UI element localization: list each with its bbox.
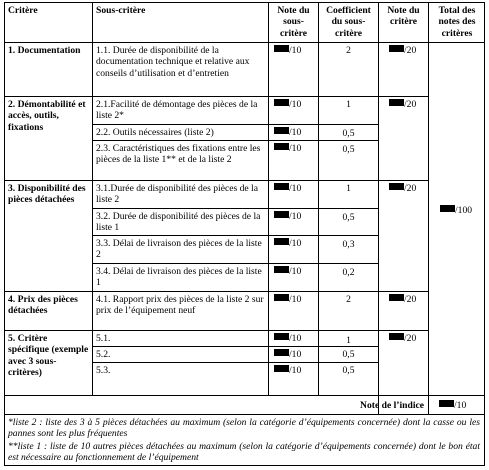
sub-criterion-note: /10 [274, 333, 301, 344]
header-note-critere: Note du critère [387, 5, 420, 28]
header-note-sous-critere: Note du sous-critère [277, 5, 310, 39]
redacted-bar [439, 400, 454, 407]
sub-criterion-text: 1.1. Durée de disponibilité de la documentation technique et relative aux conseils d’utilisation et d’entretien [96, 45, 250, 79]
redacted-bar [274, 349, 289, 356]
sub-criterion-note: /10 [274, 127, 301, 138]
sub-criterion-text: 5.2. [96, 349, 111, 360]
indice-label: Note de l’indice [360, 400, 424, 411]
sub-criterion-text: 5.3. [96, 365, 111, 376]
sub-criterion-text: 3.4. Délai de livraison des pièces de la liste 1 [96, 266, 262, 289]
header-total: Total des notes des critères [438, 5, 476, 39]
sub-criterion-coef: 0,5 [342, 128, 355, 139]
footnote-liste-1: **liste 1 : liste de 10 autres pièces détachées au maximum (selon la catégorie d’équipements concernée) dont le bon état est nécessaire au fonctionnement de l’équipement [8, 441, 480, 464]
sub-criterion-text: 3.3. Délai de livraison des pièces de la liste 2 [96, 238, 262, 261]
total-note: /100 [440, 205, 472, 216]
redacted-bar [389, 333, 404, 340]
redacted-bar [274, 266, 289, 273]
criterion-label: 2. Démontabilité et accès, outils, fixations [8, 99, 86, 133]
sub-criterion-note: /10 [274, 238, 301, 249]
redacted-bar [274, 143, 289, 150]
redacted-bar [274, 333, 289, 340]
sub-criterion-note: /10 [274, 266, 301, 277]
criterion-note: /20 [389, 45, 416, 56]
sub-criterion-text: 3.2. Durée de disponibilité des pièces de la liste 1 [96, 211, 261, 234]
indice-value: /10 [439, 400, 466, 411]
sub-criterion-coef: 0,5 [342, 212, 355, 223]
criterion-label: 4. Prix des pièces détachées [8, 294, 78, 317]
redacted-bar [389, 99, 404, 106]
redacted-bar [389, 45, 404, 52]
redacted-bar [274, 45, 289, 52]
sub-criterion-note: /10 [274, 365, 301, 376]
criterion-label: 1. Documentation [8, 45, 81, 56]
redacted-bar [274, 238, 289, 245]
sub-criterion-coef: 0,5 [342, 365, 355, 376]
criterion-note: /20 [389, 333, 416, 344]
sub-criterion-text: 2.3. Caractéristiques des fixations entre les pièces de la liste 1** et de la liste 2 [96, 143, 261, 166]
criterion-note: /20 [389, 183, 416, 194]
redacted-bar [274, 99, 289, 106]
sub-criterion-coef: 0,5 [342, 349, 355, 360]
redacted-bar [440, 205, 455, 212]
sub-criterion-text: 2.1.Facilité de démontage des pièces de la liste 2* [96, 99, 258, 122]
sub-criterion-coef: 2 [346, 294, 351, 305]
sub-criterion-text: 5.1. [96, 333, 111, 344]
criterion-label: 3. Disponibilité des pièces détachées [8, 183, 86, 206]
sub-criterion-coef: 2 [346, 45, 351, 56]
sub-criterion-coef: 1 [346, 99, 351, 110]
criterion-note: /20 [389, 99, 416, 110]
sub-criterion-note: /10 [274, 349, 301, 360]
redacted-bar [274, 211, 289, 218]
sub-criterion-coef: 0,3 [342, 239, 355, 250]
redacted-bar [389, 183, 404, 190]
sub-criterion-text: 3.1.Durée de disponibilité des pièces de la liste 2 [96, 183, 258, 206]
sub-criterion-coef: 0,2 [342, 267, 355, 278]
redacted-bar [274, 183, 289, 190]
sub-criterion-text: 4.1. Rapport prix des pièces de la liste 2 sur prix de l’équipement neuf [96, 294, 264, 317]
header-critere: Critère [8, 5, 38, 16]
sub-criterion-note: /10 [274, 183, 301, 194]
footnote-liste-2: *liste 2 : liste des 3 à 5 pièces détachées au maximum (selon la catégorie d’équipements concernée) dont la casse ou les pannes sont les plus fréquentes [8, 417, 480, 440]
sub-criterion-note: /10 [274, 143, 301, 154]
header-coefficient: Coefficient du sous-critère [326, 5, 371, 39]
header-sous-critere: Sous-critère [96, 5, 146, 16]
criterion-label: 5. Critère spécifique (exemple avec 3 sous-critères) [8, 333, 89, 379]
redacted-bar [274, 365, 289, 372]
sub-criterion-note: /10 [274, 294, 301, 305]
sub-criterion-note: /10 [274, 211, 301, 222]
repairability-index-table [4, 2, 485, 466]
redacted-bar [274, 294, 289, 301]
sub-criterion-note: /10 [274, 99, 301, 110]
sub-criterion-coef: 1 [346, 335, 351, 346]
sub-criterion-coef: 0,5 [342, 144, 355, 155]
sub-criterion-text: 2.2. Outils nécessaires (liste 2) [96, 127, 214, 138]
criterion-note: /20 [389, 294, 416, 305]
redacted-bar [389, 294, 404, 301]
sub-criterion-coef: 1 [346, 183, 351, 194]
sub-criterion-note: /10 [274, 45, 301, 56]
redacted-bar [274, 127, 289, 134]
